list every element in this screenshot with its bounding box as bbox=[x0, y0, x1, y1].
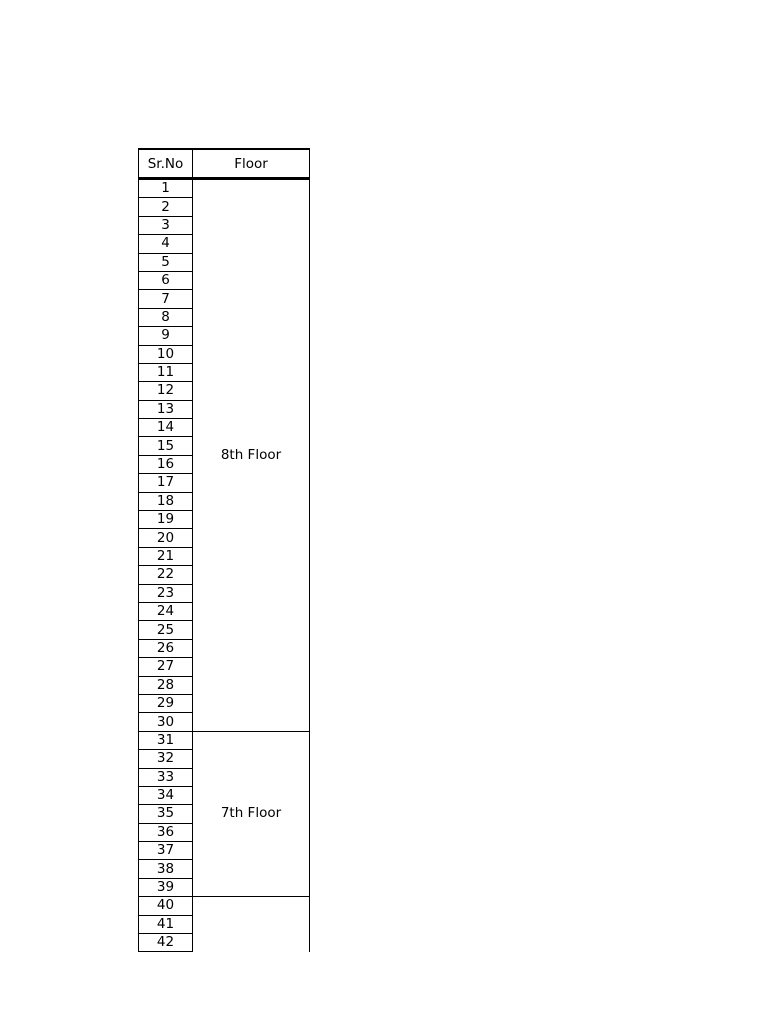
sr-no-cell: 14 bbox=[139, 419, 193, 437]
sr-no-cell: 33 bbox=[139, 768, 193, 786]
sr-no-cell: 25 bbox=[139, 621, 193, 639]
sr-no-cell: 6 bbox=[139, 271, 193, 289]
sr-no-cell: 8 bbox=[139, 308, 193, 326]
floor-header: Floor bbox=[193, 149, 310, 179]
sr-no-cell: 18 bbox=[139, 492, 193, 510]
sr-no-cell: 2 bbox=[139, 198, 193, 216]
sr-no-cell: 16 bbox=[139, 455, 193, 473]
sr-no-cell: 4 bbox=[139, 235, 193, 253]
sr-no-cell: 31 bbox=[139, 731, 193, 749]
table-row bbox=[139, 179, 310, 198]
sr-no-cell: 35 bbox=[139, 805, 193, 823]
sr-no-cell: 30 bbox=[139, 713, 193, 731]
sr-no-cell: 36 bbox=[139, 823, 193, 841]
floor-cell: 8th Floor bbox=[193, 179, 310, 732]
sr-no-cell: 15 bbox=[139, 437, 193, 455]
sr-no-cell: 29 bbox=[139, 694, 193, 712]
sr-no-header: Sr.No bbox=[139, 149, 193, 179]
sr-no-cell: 1 bbox=[139, 179, 193, 198]
floor-table bbox=[138, 148, 310, 952]
sr-no-cell: 23 bbox=[139, 584, 193, 602]
sr-no-cell: 3 bbox=[139, 216, 193, 234]
sr-no-cell: 39 bbox=[139, 878, 193, 896]
sr-no-cell: 13 bbox=[139, 400, 193, 418]
floor-cell bbox=[193, 897, 310, 952]
table-row bbox=[139, 897, 310, 915]
floor-cell: 7th Floor bbox=[193, 731, 310, 897]
sr-no-cell: 42 bbox=[139, 934, 193, 952]
sr-no-cell: 12 bbox=[139, 382, 193, 400]
sr-no-cell: 22 bbox=[139, 566, 193, 584]
sr-no-cell: 32 bbox=[139, 750, 193, 768]
sr-no-cell: 28 bbox=[139, 676, 193, 694]
sr-no-cell: 11 bbox=[139, 363, 193, 381]
table-body bbox=[139, 179, 310, 952]
sr-no-cell: 24 bbox=[139, 602, 193, 620]
table-row bbox=[139, 731, 310, 749]
spreadsheet-page bbox=[138, 148, 310, 952]
sr-no-cell: 9 bbox=[139, 327, 193, 345]
sr-no-cell: 37 bbox=[139, 842, 193, 860]
sr-no-cell: 38 bbox=[139, 860, 193, 878]
sr-no-cell: 21 bbox=[139, 547, 193, 565]
sr-no-cell: 7 bbox=[139, 290, 193, 308]
sr-no-cell: 17 bbox=[139, 474, 193, 492]
sr-no-cell: 26 bbox=[139, 639, 193, 657]
sr-no-cell: 41 bbox=[139, 915, 193, 933]
sr-no-cell: 34 bbox=[139, 786, 193, 804]
sr-no-cell: 40 bbox=[139, 897, 193, 915]
sr-no-cell: 19 bbox=[139, 511, 193, 529]
sr-no-cell: 27 bbox=[139, 658, 193, 676]
sr-no-cell: 20 bbox=[139, 529, 193, 547]
sr-no-cell: 5 bbox=[139, 253, 193, 271]
sr-no-cell: 10 bbox=[139, 345, 193, 363]
header-row bbox=[139, 149, 310, 179]
